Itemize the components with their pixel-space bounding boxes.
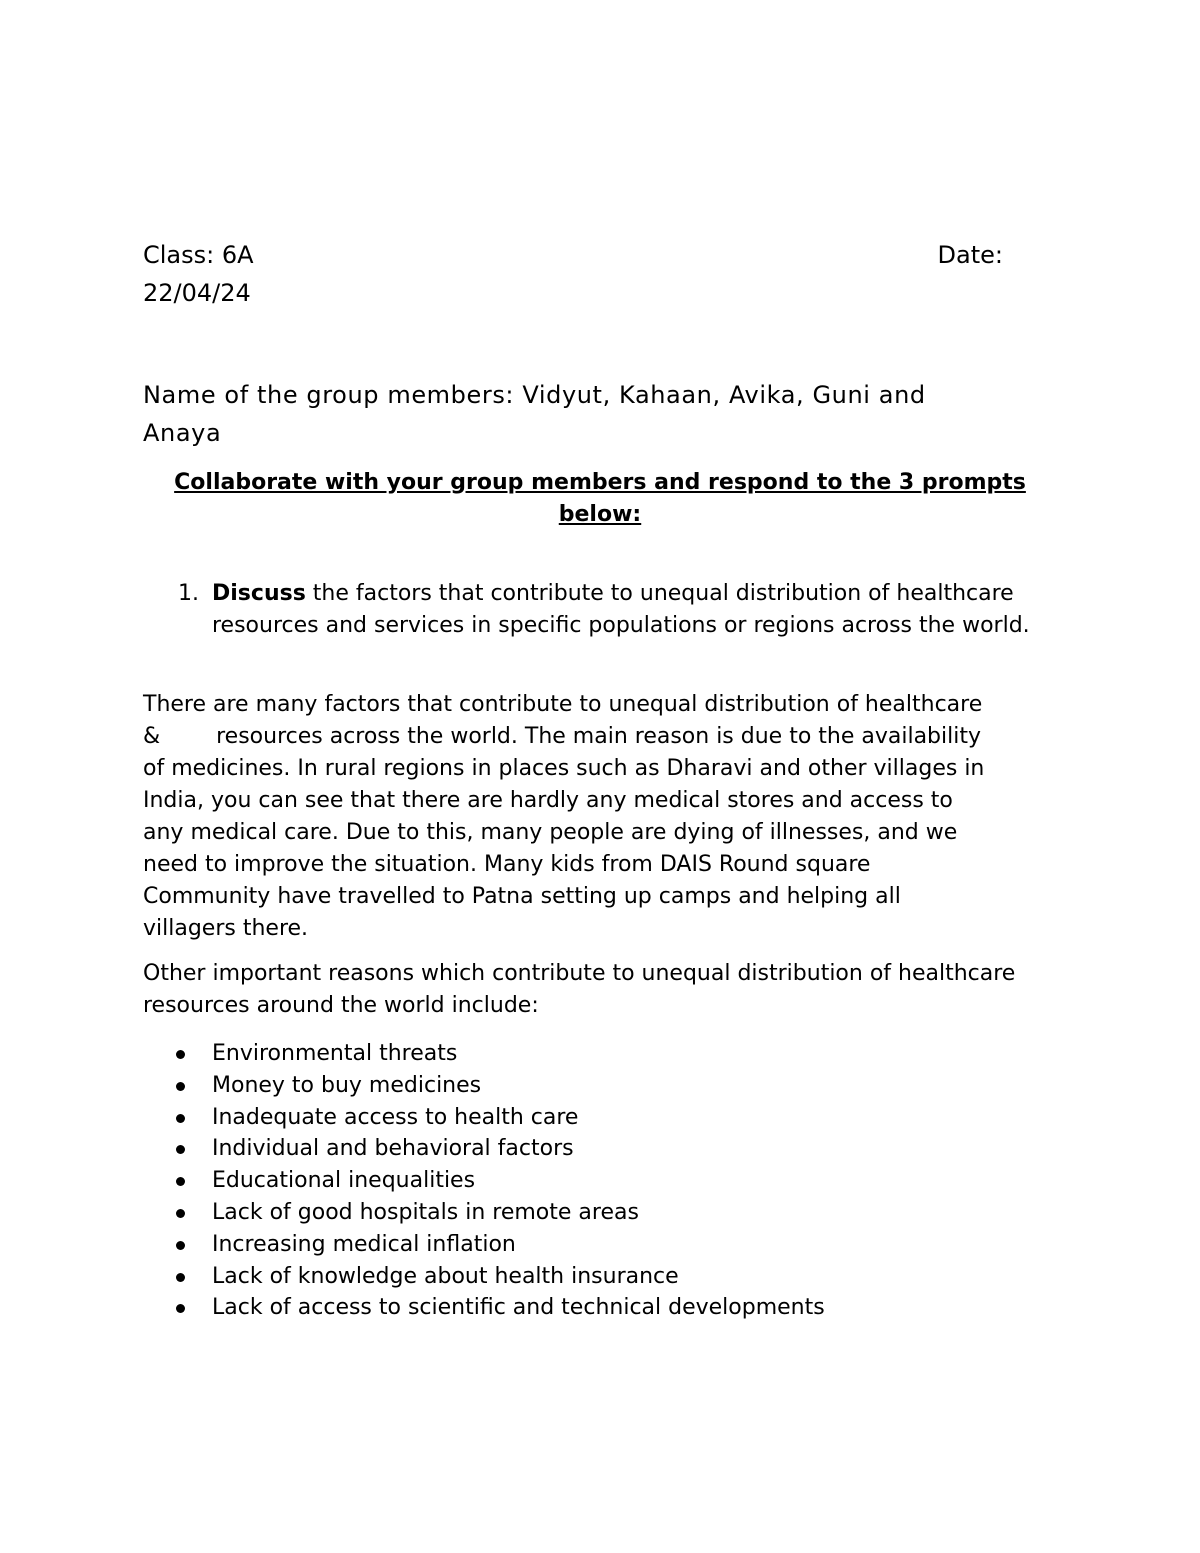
header-line: [143, 236, 1003, 274]
instruction-heading: [140, 467, 1060, 531]
list-item: [143, 1197, 1043, 1229]
prompt-1: [143, 578, 1043, 642]
prompt-number: 1.: [178, 581, 199, 606]
group-members-line-1: Name of the group members: Vidyut, Kahaan, Avika, Guni and: [143, 381, 926, 409]
list-item-text: Environmental threats: [212, 1041, 458, 1066]
date-label: Date:: [937, 241, 1003, 269]
prompt-text: [212, 578, 1043, 642]
list-item-text: Lack of access to scientific and technical developments: [212, 1295, 825, 1321]
instruction-line-2: below:: [558, 502, 642, 527]
date-value: 22/04/24: [143, 279, 251, 307]
answer-paragraph-2: Other important reasons which contribute to unequal distribution of healthcare resources around the world include:: [143, 961, 1016, 1018]
paragraph-line: Community have travelled to Patna setting up camps and helping all: [143, 884, 901, 909]
paragraph-line: of medicines. In rural regions in places such as Dharavi and other villages in: [143, 756, 985, 781]
list-item: [143, 1102, 1043, 1134]
list-item: [143, 1038, 1043, 1070]
bullet-icon: [176, 1304, 185, 1313]
header-block: [143, 236, 1003, 312]
list-item-text: Money to buy medicines: [212, 1072, 482, 1098]
bullet-icon: [176, 1177, 185, 1186]
paragraph-line: need to improve the situation. Many kids from DAIS Round square: [143, 852, 871, 877]
paragraph-line: There are many factors that contribute to unequal distribution of healthcare: [143, 692, 983, 717]
bullet-icon: [176, 1241, 185, 1250]
reasons-list: [143, 1038, 1043, 1324]
bullet-icon: [176, 1145, 185, 1154]
bullet-icon: [176, 1273, 185, 1282]
list-item-text: Individual and behavioral factors: [212, 1136, 574, 1162]
list-item-text: Lack of good hospitals in remote areas: [212, 1199, 639, 1225]
list-item-text: Educational inequalities: [212, 1168, 476, 1194]
bullet-icon: [176, 1209, 185, 1218]
class-label: Class: 6A: [143, 241, 254, 269]
instruction-line-1: Collaborate with your group members and respond to the 3 prompts: [174, 470, 1026, 495]
list-item-text: Increasing medical inflation: [212, 1231, 516, 1257]
group-members-line-2: Anaya: [143, 419, 222, 447]
bullet-icon: [176, 1082, 185, 1091]
prompt-body: the factors that contribute to unequal distribution of healthcare resources and services in specific populations or regions across the world.: [212, 581, 1030, 638]
bullet-icon: [176, 1050, 185, 1059]
list-item: [143, 1165, 1043, 1197]
paragraph-line: villagers there.: [143, 916, 309, 941]
list-item: [143, 1261, 1043, 1293]
list-item-text: Inadequate access to health care: [212, 1104, 579, 1130]
prompt-keyword: Discuss: [212, 581, 306, 606]
list-item: [143, 1229, 1043, 1261]
list-item: [143, 1070, 1043, 1102]
paragraph-line: & resources across the world. The main reason is due to the availability: [143, 724, 982, 749]
group-members: [143, 376, 1043, 452]
list-item: [143, 1133, 1043, 1165]
paragraph-line: India, you can see that there are hardly any medical stores and access to: [143, 788, 953, 813]
list-item: [143, 1292, 1043, 1324]
list-item-text: Lack of knowledge about health insurance: [212, 1263, 679, 1289]
bullet-icon: [176, 1114, 185, 1123]
paragraph-line: any medical care. Due to this, many people are dying of illnesses, and we: [143, 820, 958, 845]
answer-paragraph-1: [143, 689, 1053, 945]
